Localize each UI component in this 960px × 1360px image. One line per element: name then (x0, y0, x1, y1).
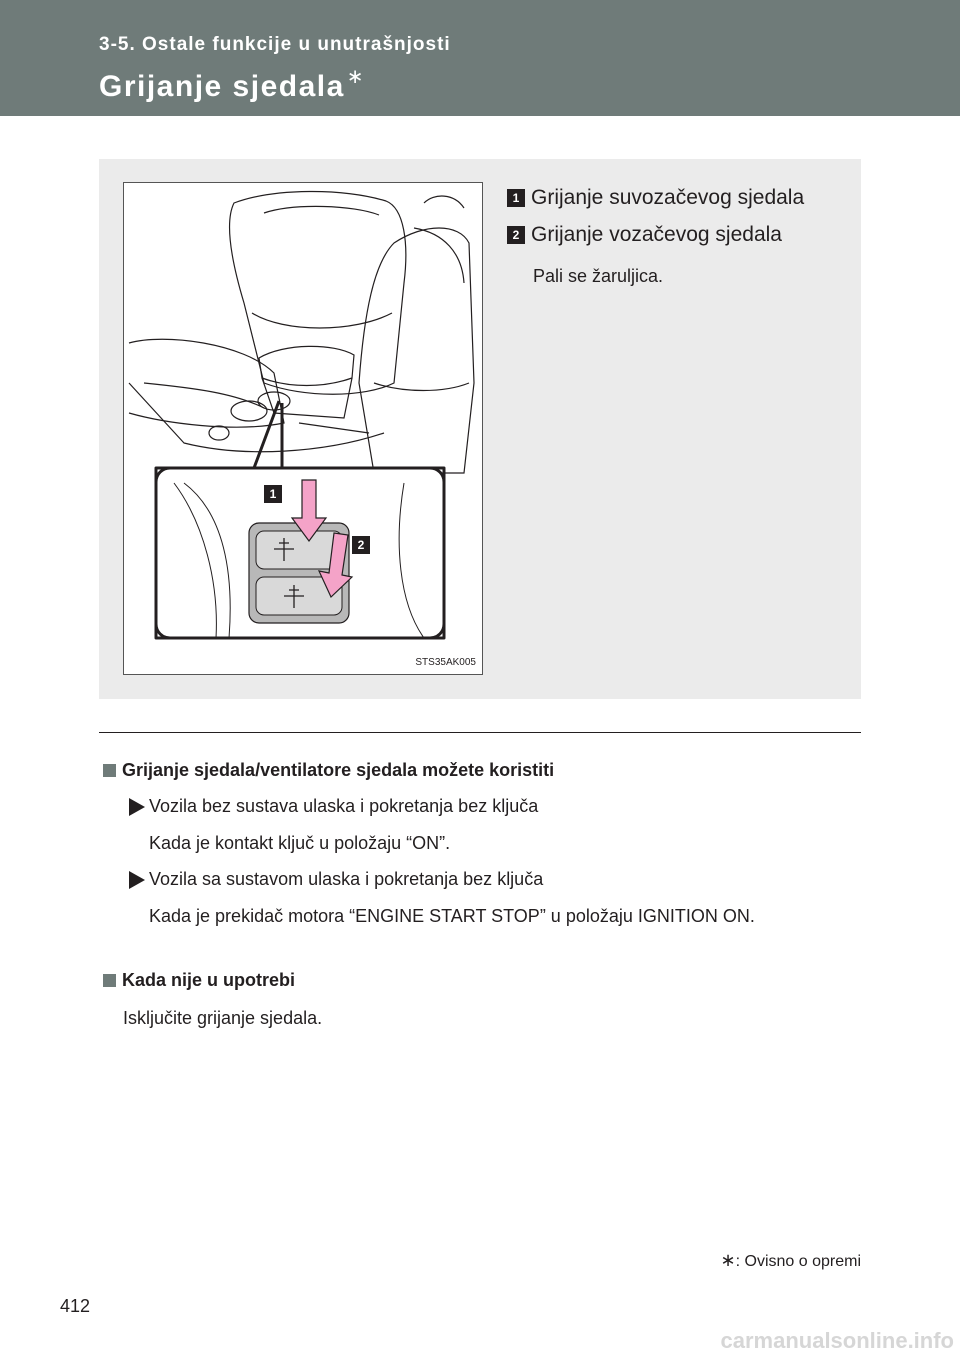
heading-usage-text: Grijanje sjedala/ventilatore sjedala možete koristiti (122, 760, 555, 780)
callout-1: 1 (269, 487, 277, 501)
heading-not-in-use-text: Kada nije u upotrebi (122, 970, 296, 990)
legend-item-2 (507, 223, 782, 247)
case-no-smart-key-text: Kada je kontakt ključ u položaju “ON”. (149, 833, 451, 853)
legend-label-1: Grijanje suvozačevog sjedala (531, 186, 805, 209)
page-number: 412 (60, 1296, 91, 1316)
heading-bullet (103, 764, 116, 777)
watermark: carmanualsonline.info (720, 1328, 954, 1353)
page-header (0, 0, 960, 116)
page-title-text: Grijanje sjedala (99, 70, 345, 103)
page-title (99, 66, 366, 104)
triangle-bullet-icon (129, 798, 145, 816)
case-smart-key (129, 869, 543, 890)
heading-bullet (103, 974, 116, 987)
case-smart-key-label: Vozila sa sustavom ulaska i pokretanja bez ključa (149, 869, 544, 889)
optional-equipment-star: ∗ (346, 66, 366, 88)
footnote-text: : Ovisno o opremi (735, 1253, 861, 1270)
legend-label-2: Grijanje vozačevog sjedala (531, 223, 782, 246)
heading-usage (103, 760, 554, 781)
legend-number-1: 1 (507, 189, 525, 207)
not-in-use-text: Isključite grijanje sjedala. (123, 1008, 323, 1028)
section-title: 3-5. Ostale funkcije u unutrašnjosti (99, 34, 451, 55)
case-no-smart-key (129, 796, 538, 817)
triangle-bullet-icon (129, 871, 145, 889)
case-smart-key-text: Kada je prekidač motora “ENGINE START STOP” u položaju IGNITION ON. (149, 906, 755, 926)
legend-item-1 (507, 186, 804, 210)
divider (99, 732, 861, 733)
indicator-note: Pali se žaruljica. (533, 266, 664, 286)
footnote (721, 1250, 861, 1271)
seat-heater-illustration (123, 182, 483, 675)
callout-2: 2 (357, 538, 365, 552)
heading-not-in-use (103, 970, 295, 991)
legend-number-2: 2 (507, 226, 525, 244)
footnote-star: ∗ (720, 1250, 736, 1270)
case-no-smart-key-label: Vozila bez sustava ulaska i pokretanja bez ključa (149, 796, 539, 816)
figure-code: STS35AK005 (415, 657, 476, 668)
